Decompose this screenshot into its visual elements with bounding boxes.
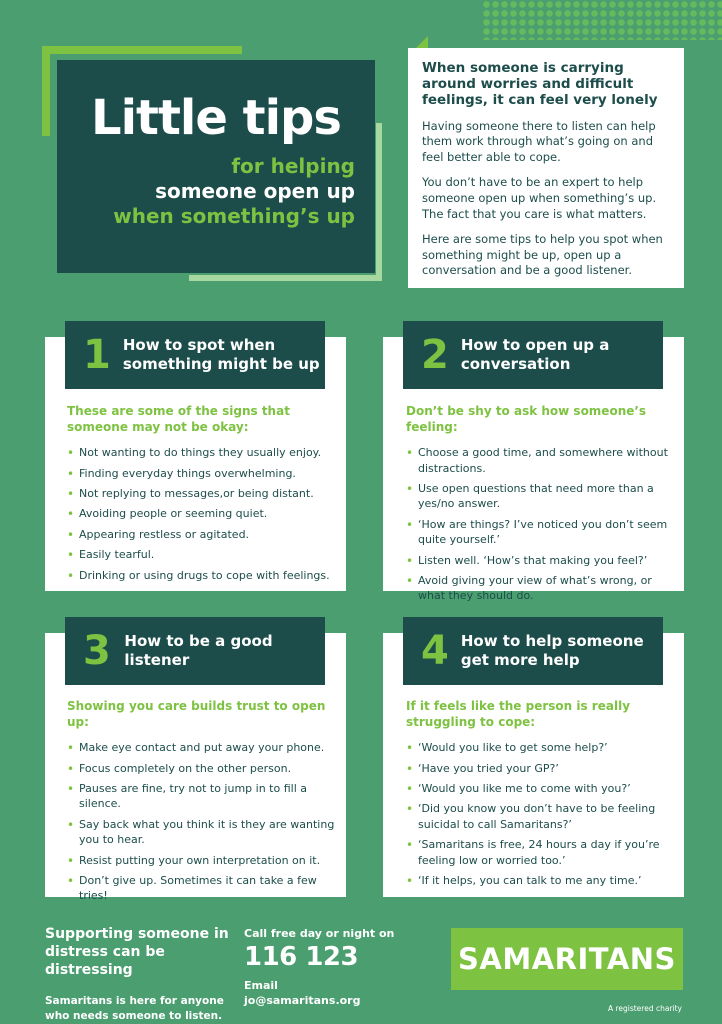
list-item: • ‘Samaritans is free, 24 hours a day if you’re feeling low or worried too.’ bbox=[406, 837, 674, 868]
list-item: • Focus completely on the other person. bbox=[67, 761, 337, 776]
tip-card-number: 2 bbox=[421, 332, 449, 378]
list-item: • Easily tearful. bbox=[67, 547, 337, 562]
decorative-dots bbox=[482, 0, 722, 40]
phone-number: 116 123 bbox=[244, 942, 359, 972]
tip-card-title: How to spot when something might be up bbox=[122, 336, 320, 373]
tip-list bbox=[406, 445, 674, 604]
tip-card-title: How to open up a conversation bbox=[460, 336, 610, 373]
hero-line-3: when something’s up bbox=[113, 204, 355, 228]
tip-card-number: 3 bbox=[83, 628, 111, 674]
list-item: • ‘Did you know you don’t have to be feeling suicidal to call Samaritans?’ bbox=[406, 801, 674, 832]
tip-card-subtitle: If it feels like the person is really struggling to cope: bbox=[406, 699, 631, 729]
list-item: • Not wanting to do things they usually enjoy. bbox=[67, 445, 337, 460]
tip-card-1-header bbox=[65, 321, 325, 389]
tip-card-4-header bbox=[403, 617, 663, 685]
list-item: • ‘If it helps, you can talk to me any time.’ bbox=[406, 873, 674, 888]
tip-card-subtitle: Don’t be shy to ask how someone’s feeling: bbox=[406, 404, 647, 434]
tip-list bbox=[67, 740, 337, 904]
list-item: • Don’t give up. Sometimes it can take a few tries! bbox=[67, 873, 337, 904]
call-label: Call free day or night on bbox=[244, 927, 395, 940]
list-item: • Choose a good time, and somewhere without distractions. bbox=[406, 445, 674, 476]
tip-card-number: 4 bbox=[421, 628, 449, 674]
list-item: • ‘How are things? I’ve noticed you don’t seem quite yourself.’ bbox=[406, 517, 674, 548]
hero-line-1: for helping bbox=[231, 154, 355, 178]
intro-paragraph: Having someone there to listen can help them work through what’s going on and feel better able to cope. bbox=[422, 118, 656, 165]
tip-card-title: How to be a good listener bbox=[124, 632, 273, 669]
tip-card-3-body bbox=[67, 699, 337, 909]
hero-panel bbox=[57, 60, 375, 273]
list-item: • Not replying to messages,or being distant. bbox=[67, 486, 337, 501]
intro-heading: When someone is carrying around worries and difficult feelings, it can feel very lonely bbox=[422, 60, 658, 109]
tip-card-number: 1 bbox=[83, 332, 111, 378]
list-item: • Finding everyday things overwhelming. bbox=[67, 466, 337, 481]
list-item: • Say back what you think it is they are wanting you to hear. bbox=[67, 817, 337, 848]
list-item: • ‘Have you tried your GP?’ bbox=[406, 761, 674, 776]
tip-card-1-body bbox=[67, 404, 337, 588]
list-item: • Pauses are fine, try not to jump in to fill a silence. bbox=[67, 781, 337, 812]
list-item: • Use open questions that need more than a yes/no answer. bbox=[406, 481, 674, 512]
list-item: • Drinking or using drugs to cope with feelings. bbox=[67, 568, 337, 583]
email-label: Email bbox=[244, 979, 278, 992]
list-item: • Resist putting your own interpretation on it. bbox=[67, 853, 337, 868]
footer-contact bbox=[244, 927, 424, 1009]
footer-heading: Supporting someone in distress can be distressing bbox=[45, 926, 229, 979]
list-item: • Avoid giving your view of what’s wrong, or what they should do. bbox=[406, 573, 674, 604]
hero-line-2: someone open up bbox=[155, 179, 355, 203]
list-item: • Appearing restless or agitated. bbox=[67, 527, 337, 542]
email-address: jo@samaritans.org bbox=[244, 994, 361, 1008]
tip-card-subtitle: Showing you care builds trust to open up: bbox=[67, 699, 326, 729]
intro-paragraph: You don’t have to be an expert to help someone open up when something’s up. The fact that you care is what matters. bbox=[422, 175, 657, 221]
tip-list bbox=[67, 445, 337, 583]
list-item: • Listen well. ‘How’s that making you feel?’ bbox=[406, 553, 674, 568]
tip-card-4-body bbox=[406, 699, 674, 893]
tip-card-3-header bbox=[65, 617, 325, 685]
list-item: • ‘Would you like me to come with you?’ bbox=[406, 781, 674, 796]
samaritans-logo: SAMARITANS bbox=[451, 928, 683, 990]
tip-list bbox=[406, 740, 674, 888]
tip-card-2-body bbox=[406, 404, 674, 609]
tip-card-title: How to help someone get more help bbox=[460, 632, 644, 669]
hero-title: Little tips bbox=[91, 90, 341, 146]
list-item: • Avoiding people or seeming quiet. bbox=[67, 506, 337, 521]
tip-card-2-header bbox=[403, 321, 663, 389]
list-item: • ‘Would you like to get some help?’ bbox=[406, 740, 674, 755]
charity-note: A registered charity bbox=[607, 1004, 682, 1013]
tip-card-subtitle: These are some of the signs that someone may not be okay: bbox=[67, 404, 290, 434]
intro-panel bbox=[408, 48, 684, 288]
footer-support bbox=[45, 925, 235, 1024]
list-item: • Make eye contact and put away your phone. bbox=[67, 740, 337, 755]
intro-paragraph: Here are some tips to help you spot when something might be up, open up a conversation and be a good listener. bbox=[422, 231, 663, 278]
footer-text: Samaritans is here for anyone who needs someone to listen. bbox=[45, 994, 224, 1022]
